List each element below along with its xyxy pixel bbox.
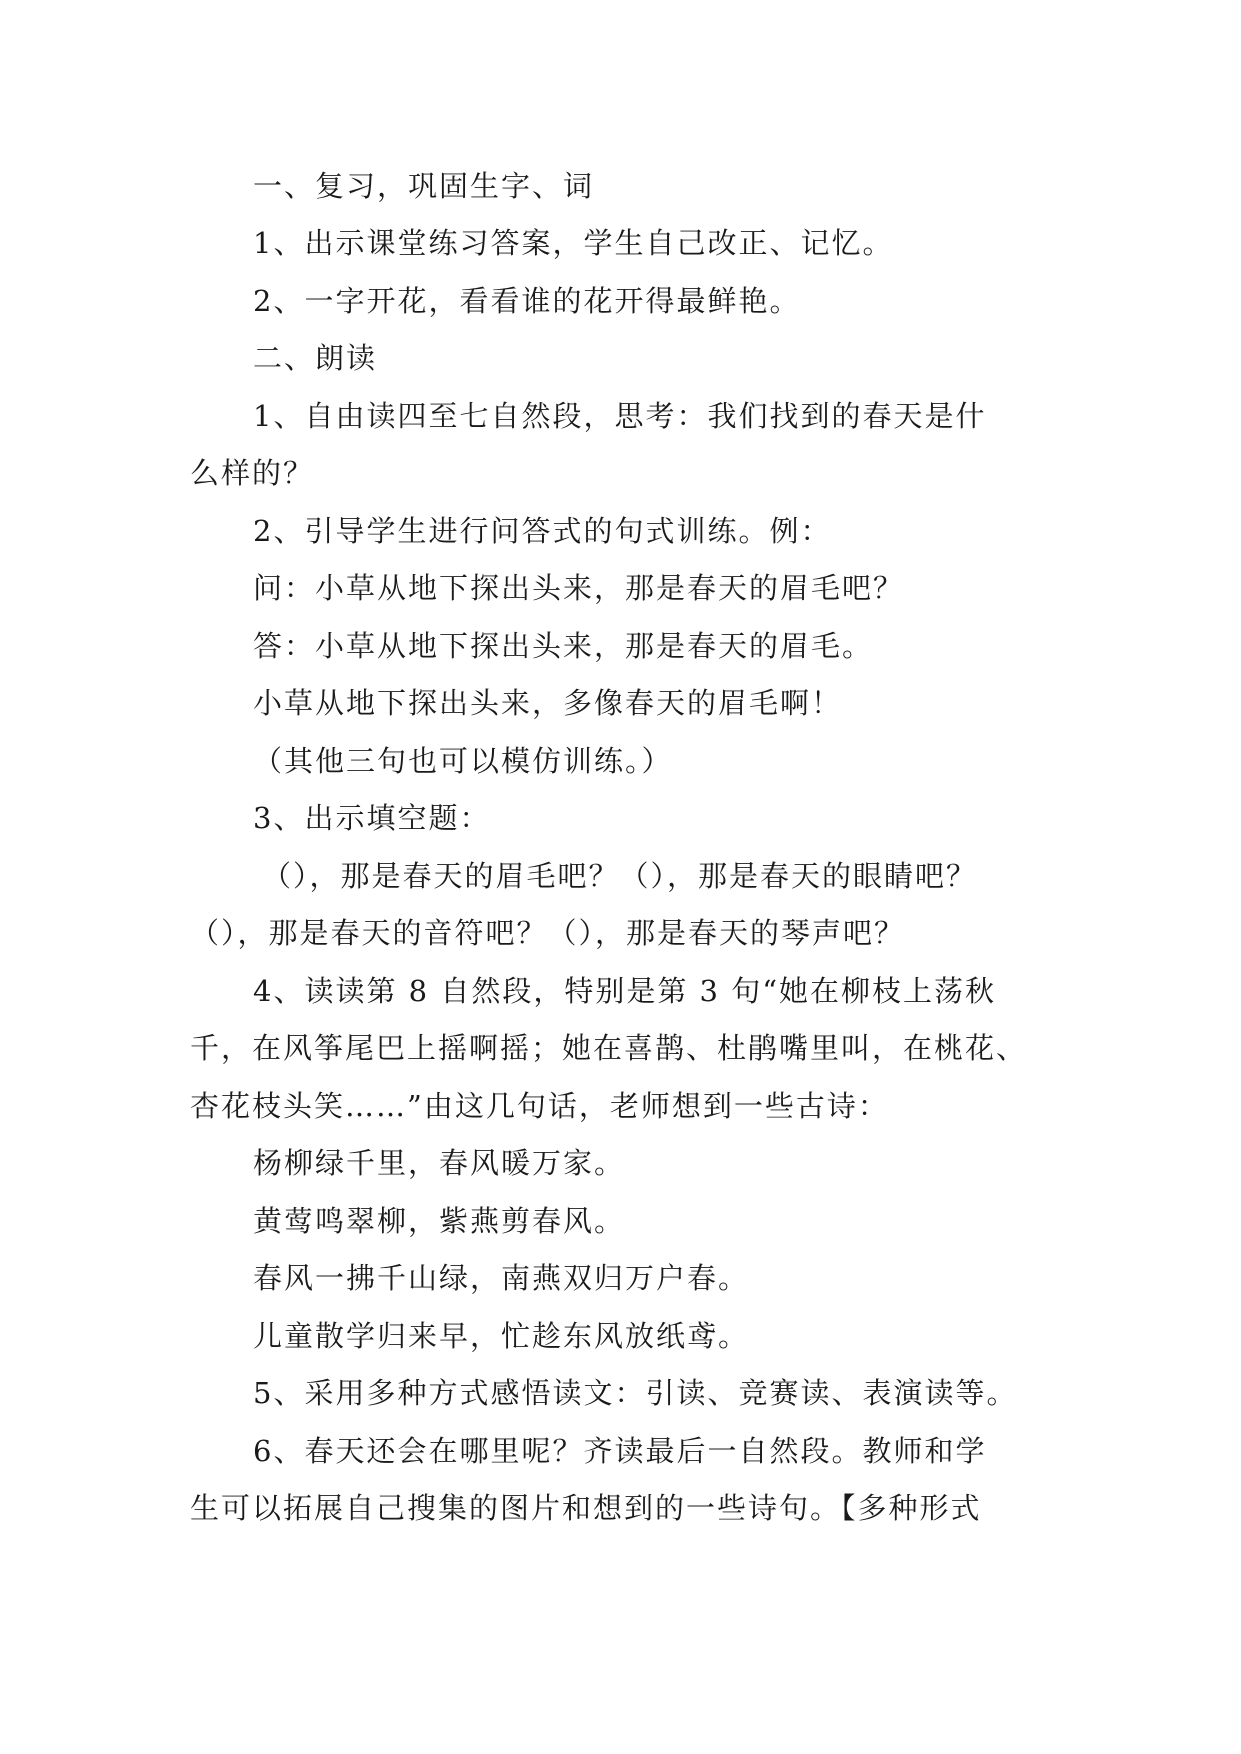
text-line: 3、出示填空题： — [253, 801, 491, 835]
text-line: 杨柳绿千里，春风暖万家。 — [253, 1146, 626, 1180]
text-line: 6、春天还会在哪里呢？齐读最后一自然段。教师和学 — [253, 1434, 987, 1468]
text-line: （其他三句也可以模仿训练。） — [253, 744, 673, 778]
text-line: 春风一拂千山绿，南燕双归万户春。 — [253, 1261, 750, 1295]
text-line: 一、复习，巩固生字、词 — [253, 169, 595, 203]
text-line: 问：小草从地下探出头来，那是春天的眉毛吧？ — [253, 571, 905, 605]
text-line: 5、采用多种方式感悟读文：引读、竞赛读、表演读等。 — [253, 1376, 1018, 1410]
text-line: 2、一字开花，看看谁的花开得最鲜艳。 — [253, 284, 801, 318]
text-line: 儿童散学归来早，忙趁东风放纸鸢。 — [253, 1319, 750, 1353]
text-line: 么样的？ — [190, 456, 315, 490]
text-line: 小草从地下探出头来，多像春天的眉毛啊！ — [253, 686, 843, 720]
text-line: 答：小草从地下探出头来，那是春天的眉毛。 — [253, 629, 874, 663]
text-line: 2、引导学生进行问答式的句式训练。例： — [253, 514, 832, 548]
text-line: 二、朗读 — [253, 341, 378, 375]
text-line: 1、自由读四至七自然段，思考：我们找到的春天是什 — [253, 399, 987, 433]
text-line: 4、读读第 8 自然段，特别是第 3 句“她在柳枝上荡秋 — [253, 974, 997, 1008]
text-line: 生可以拓展自己搜集的图片和想到的一些诗句。【多种形式 — [190, 1491, 982, 1525]
text-line: （），那是春天的眉毛吧？（），那是春天的眼睛吧？ — [262, 859, 978, 893]
text-line: 杏花枝头笑……”由这几句话，老师想到一些古诗： — [190, 1089, 889, 1123]
text-line: 1、出示课堂练习答案，学生自己改正、记忆。 — [253, 226, 894, 260]
text-line: 千，在风筝尾巴上摇啊摇；她在喜鹊、杜鹃嘴里叫，在桃花、 — [190, 1031, 1028, 1065]
text-line: （），那是春天的音符吧？（），那是春天的琴声吧？ — [190, 916, 906, 950]
text-line: 黄莺鸣翠柳，紫燕剪春风。 — [253, 1204, 626, 1238]
